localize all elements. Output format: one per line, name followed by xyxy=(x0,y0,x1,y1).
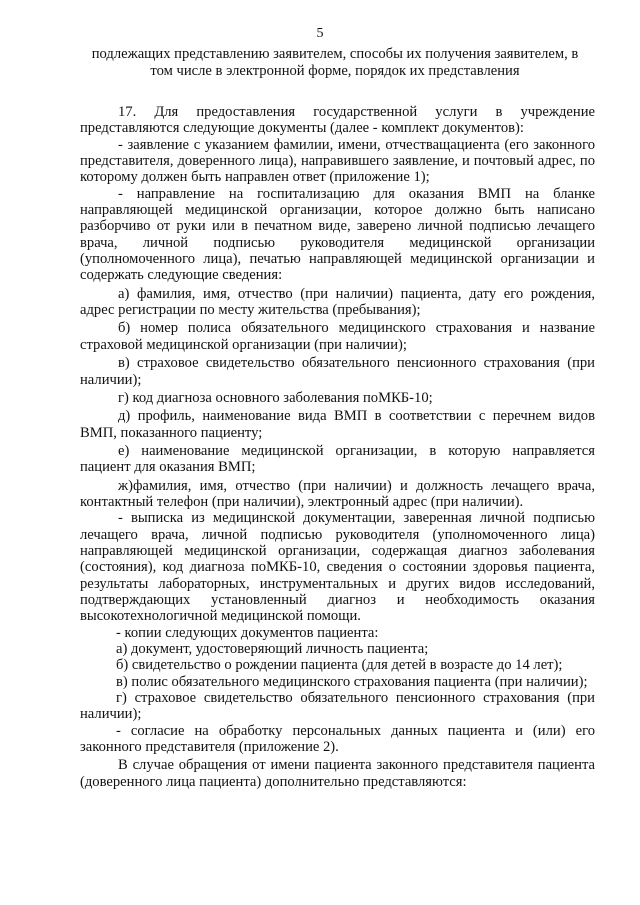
paragraph-referral: - направление на госпитализацию для оказания ВМП на бланке направляющей медицинской организации, которое должно быть написано разборчиво от руки или в печатном виде, заверено личной подписью лечащего врача, личной подписью руководителя медицинской организации (уполномоченного лица), печатью направляющей медицинской организации и содержать следующие сведения: xyxy=(80,185,595,284)
paragraph-application: - заявление с указанием фамилии, имени, отчестващациента (его законного представителя, доверенного лица), направившего заявление, и почтовый адрес, по которому должен быть направлен ответ (приложение 1); xyxy=(80,136,595,186)
paragraph-referral-v: в) страховое свидетельство обязательного пенсионного страхования (при наличии); xyxy=(80,355,595,388)
paragraph-representative: В случае обращения от имени пациента законного представителя пациента (доверенного лица пациента) дополнительно представляются: xyxy=(80,757,595,790)
paragraph-copies-g: г) страховое свидетельство обязательного пенсионного страхования (при наличии); xyxy=(80,690,595,723)
paragraph-copies-v: в) полис обязательного медицинского страхования пациента (при наличии); xyxy=(116,673,588,690)
paragraph-referral-d: д) профиль, наименование вида ВМП в соответствии с перечнем видов ВМП, показанного пациенту; xyxy=(80,408,595,441)
paragraph-consent: - согласие на обработку персональных данных пациента и (или) его законного представителя (приложение 2). xyxy=(80,722,595,756)
document-body xyxy=(80,104,595,790)
section-heading-line: подлежащих представлению заявителем, способы их получения заявителем, в xyxy=(91,46,579,62)
paragraph-copies-b: б) свидетельство о рождении пациента (для детей в возрасте до 14 лет); xyxy=(116,657,563,674)
paragraph-referral-a: а) фамилия, имя, отчество (при наличии) пациента, дату его рождения, адрес регистрации по месту жительства (пребывания); xyxy=(80,285,595,319)
paragraph-item-17: 17. Для предоставления государственной услуги в учреждение представляются следующие документы (далее - комплект документов): xyxy=(80,104,595,137)
section-heading-line: том числе в электронной форме, порядок их представления xyxy=(150,63,520,79)
paragraph-referral-b: б) номер полиса обязательного медицинского страхования и название страховой медицинской организации (при наличии); xyxy=(80,320,595,353)
paragraph-copies-a: а) документ, удостоверяющий личность пациента; xyxy=(116,641,429,657)
paragraph-referral-e: е) наименование медицинской организации, в которую направляется пациент для оказания ВМП; xyxy=(80,442,595,476)
section-heading xyxy=(80,46,590,80)
paragraph-referral-zh: ж)фамилия, имя, отчество (при наличии) и должность лечащего врача, контактный телефон (при наличии), электронный адрес (при наличии). xyxy=(80,477,595,510)
paragraph-referral-g: г) код диагноза основного заболевания поМКБ-10; xyxy=(118,389,433,406)
paragraph-copies: - копии следующих документов пациента: xyxy=(116,624,379,641)
page-number: 5 xyxy=(316,26,324,41)
paragraph-medical-extract: - выписка из медицинской документации, заверенная личной подписью лечащего врача, личной подписью руководителя (уполномоченного лица) направляющей медицинской организации, содержащая диагноз заболевания (состояния), код диагноза поМКБ-10, сведения о состоянии здоровья пациента, результаты лабораторных, инструментальных и других видов исследований, подтверждающих установленный диагноз и необходимость оказания высокотехнологичной медицинской помощи. xyxy=(80,510,595,625)
